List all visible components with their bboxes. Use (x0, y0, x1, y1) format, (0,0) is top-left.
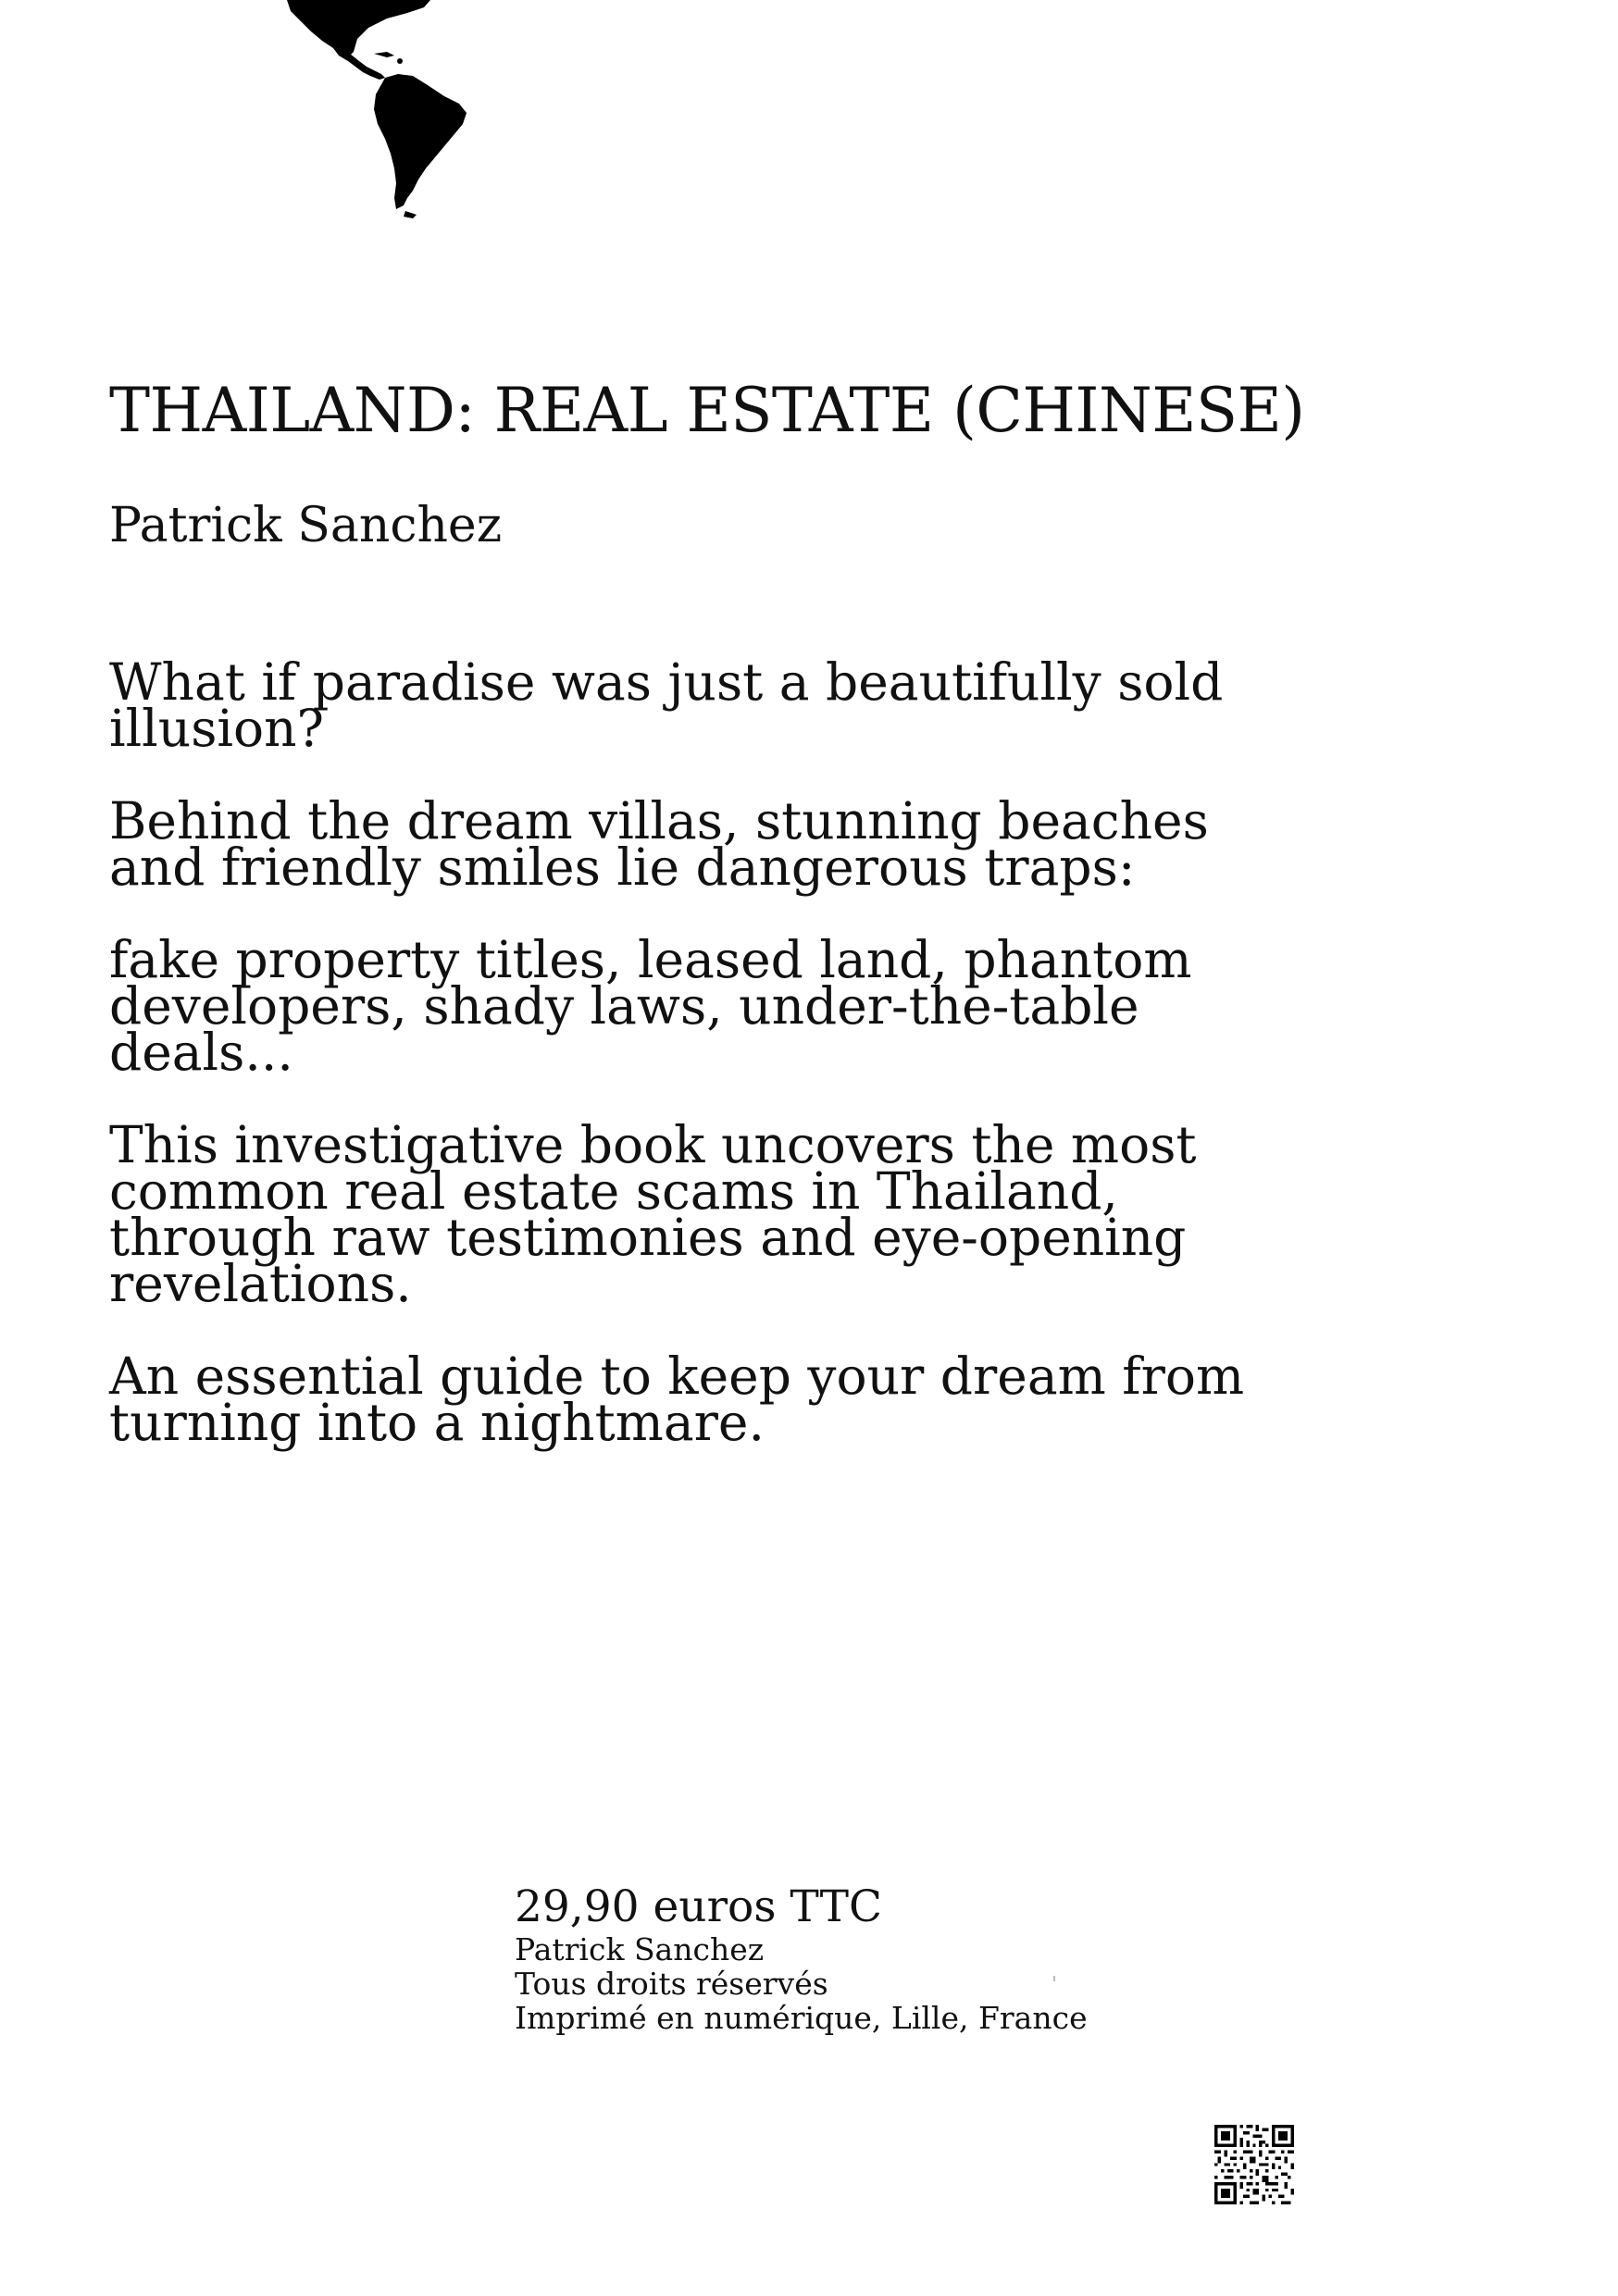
blurb-paragraph (109, 791, 1209, 897)
qr-code-icon (1214, 2125, 1294, 2204)
blurb-line: developers, shady laws, under-the-table (109, 976, 1139, 1036)
author-name: Patrick Sanchez (109, 498, 503, 553)
blurb-line: This investigative book uncovers the most (109, 1115, 1197, 1174)
blurb-line: An essential guide to keep your dream from (109, 1347, 1245, 1406)
blurb-paragraph (109, 1347, 1245, 1452)
blurb-line: Behind the dream villas, stunning beaches (109, 791, 1209, 850)
price-label: 29,90 euros TTC (515, 1881, 882, 1932)
blurb-line: common real estate scams in Thailand, (109, 1161, 1118, 1221)
blurb-line: through raw testimonies and eye-opening (109, 1208, 1187, 1267)
blurb-line: and friendly smiles lie dangerous traps: (109, 838, 1136, 897)
blurb-paragraph (109, 652, 1224, 758)
blurb-paragraph (109, 1115, 1197, 1313)
book-blurb (109, 652, 1245, 1492)
printing-notice: Imprimé en numérique, Lille, France (515, 2000, 1088, 2036)
print-mark (1053, 1976, 1055, 1981)
blurb-line: deals... (109, 1023, 293, 1082)
blurb-line: What if paradise was just a beautifully sold (109, 652, 1224, 712)
blurb-line: fake property titles, leased land, phantom (109, 930, 1192, 989)
colophon (515, 1882, 1088, 2035)
book-title: THAILAND: REAL ESTATE (CHINESE) (109, 375, 1305, 446)
rights-notice: Tous droits réservés (515, 1966, 828, 2002)
colophon-author: Patrick Sanchez (515, 1931, 765, 1967)
blurb-paragraph (109, 930, 1192, 1082)
blurb-line: turning into a nightmare. (109, 1393, 765, 1452)
americas-map-icon (278, 0, 481, 222)
blurb-line: illusion? (109, 699, 325, 758)
blurb-line: revelations. (109, 1254, 412, 1313)
